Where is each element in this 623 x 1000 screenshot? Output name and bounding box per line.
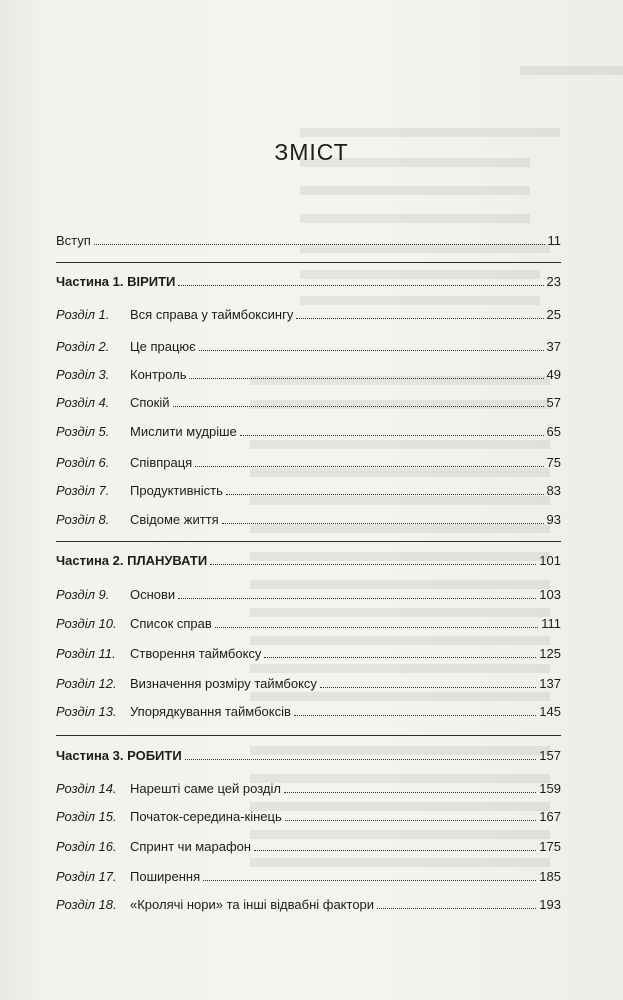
dot-leader <box>185 759 537 760</box>
dot-leader <box>294 715 536 716</box>
chapter-title: «Кролячі нори» та інші відвабні фактори <box>130 897 375 912</box>
toc-chapter-1[interactable] <box>56 303 561 323</box>
toc-entry-page: 145 <box>539 704 561 719</box>
toc-chapter-13[interactable] <box>56 700 561 720</box>
chapter-label: Розділ 4. <box>56 395 110 410</box>
chapter-label: Розділ 10. <box>56 616 117 631</box>
dot-leader <box>94 244 545 245</box>
dot-leader <box>189 378 543 379</box>
toc-chapter-2[interactable] <box>56 335 561 355</box>
section-divider <box>56 262 561 263</box>
toc-part-title: Частина 2. ПЛАНУВАТИ <box>56 553 208 568</box>
toc-entry-page: 101 <box>539 553 561 568</box>
chapter-title: Спокій <box>130 395 170 410</box>
toc-part-title: Частина 1. ВІРИТИ <box>56 274 176 289</box>
toc-entry-page: 157 <box>539 748 561 763</box>
toc-entry-page: 83 <box>546 483 561 498</box>
chapter-title: Мислити мудріше <box>130 424 237 439</box>
dot-leader <box>296 318 543 319</box>
chapter-title: Основи <box>130 587 176 602</box>
chapter-title: Вся справа у таймбоксингу <box>130 307 294 322</box>
chapter-title: Створення таймбоксу <box>130 646 262 661</box>
dot-leader <box>178 598 536 599</box>
chapter-title: Початок-середина-кінець <box>130 809 282 824</box>
dot-leader <box>377 908 536 909</box>
page-title: ЗМІСТ <box>274 139 349 166</box>
toc-entry-page: 37 <box>546 339 561 354</box>
toc-part-title: Частина 3. РОБИТИ <box>56 748 182 763</box>
toc-entry-page: 75 <box>546 455 561 470</box>
toc-chapter-5[interactable] <box>56 420 561 440</box>
dot-leader <box>210 564 536 565</box>
chapter-label: Розділ 17. <box>56 869 117 884</box>
dot-leader <box>173 406 544 407</box>
chapter-title: Це працює <box>130 339 196 354</box>
dot-leader <box>240 435 544 436</box>
toc-entry-page: 167 <box>539 809 561 824</box>
toc-entry-page: 49 <box>546 367 561 382</box>
dot-leader <box>254 850 536 851</box>
chapter-label: Розділ 5. <box>56 424 110 439</box>
chapter-title: Нарешті саме цей розділ <box>130 781 281 796</box>
chapter-label: Розділ 7. <box>56 483 110 498</box>
toc-chapter-3[interactable] <box>56 363 561 383</box>
chapter-title: Список справ <box>130 616 212 631</box>
toc-chapter-10[interactable] <box>56 612 561 632</box>
toc-part-3[interactable] <box>56 744 561 764</box>
section-divider <box>56 541 561 542</box>
dot-leader <box>264 657 536 658</box>
chapter-label: Розділ 13. <box>56 704 117 719</box>
toc-part-1[interactable] <box>56 270 561 290</box>
toc-entry-page: 159 <box>539 781 561 796</box>
chapter-label: Розділ 6. <box>56 455 110 470</box>
toc-chapter-16[interactable] <box>56 835 561 855</box>
toc-chapter-15[interactable] <box>56 805 561 825</box>
toc-chapter-12[interactable] <box>56 672 561 692</box>
chapter-title: Спринт чи марафон <box>130 839 252 854</box>
toc-entry-page: 125 <box>539 646 561 661</box>
dot-leader <box>320 687 536 688</box>
toc-chapter-4[interactable] <box>56 391 561 411</box>
dot-leader <box>178 285 543 286</box>
dot-leader <box>199 350 544 351</box>
toc-entry-title: Вступ <box>56 233 91 248</box>
toc-entry-page: 23 <box>546 274 561 289</box>
dot-leader <box>203 880 536 881</box>
toc-entry-intro[interactable] <box>56 229 561 249</box>
chapter-title: Продуктивність <box>130 483 223 498</box>
toc-chapter-17[interactable] <box>56 865 561 885</box>
dot-leader <box>215 627 538 628</box>
dot-leader <box>222 523 544 524</box>
section-divider <box>56 735 561 736</box>
toc-chapter-8[interactable] <box>56 508 561 528</box>
toc-part-2[interactable] <box>56 549 561 569</box>
chapter-label: Розділ 16. <box>56 839 117 854</box>
dot-leader <box>226 494 544 495</box>
chapter-label: Розділ 2. <box>56 339 110 354</box>
toc-chapter-6[interactable] <box>56 451 561 471</box>
chapter-label: Розділ 9. <box>56 587 110 602</box>
toc-chapter-11[interactable] <box>56 642 561 662</box>
toc-entry-page: 57 <box>546 395 561 410</box>
toc-entry-page: 193 <box>539 897 561 912</box>
chapter-label: Розділ 1. <box>56 307 110 322</box>
chapter-title: Свідоме життя <box>130 512 219 527</box>
chapter-title: Визначення розміру таймбоксу <box>130 676 317 691</box>
chapter-title: Упорядкування таймбоксів <box>130 704 291 719</box>
toc-entry-page: 11 <box>547 233 561 248</box>
chapter-title: Поширення <box>130 869 201 884</box>
toc-entry-page: 111 <box>541 616 561 631</box>
chapter-title: Співпраця <box>130 455 193 470</box>
toc-entry-page: 25 <box>546 307 561 322</box>
toc-entry-page: 65 <box>546 424 561 439</box>
dot-leader <box>284 792 536 793</box>
toc-entry-page: 93 <box>546 512 561 527</box>
chapter-label: Розділ 3. <box>56 367 110 382</box>
dot-leader <box>285 820 537 821</box>
toc-chapter-18[interactable] <box>56 893 561 913</box>
toc-chapter-9[interactable] <box>56 583 561 603</box>
toc-entry-page: 175 <box>539 839 561 854</box>
chapter-label: Розділ 11. <box>56 646 116 661</box>
chapter-label: Розділ 15. <box>56 809 117 824</box>
toc-chapter-14[interactable] <box>56 777 561 797</box>
chapter-label: Розділ 8. <box>56 512 110 527</box>
chapter-label: Розділ 12. <box>56 676 117 691</box>
chapter-label: Розділ 18. <box>56 897 117 912</box>
toc-entry-page: 103 <box>539 587 561 602</box>
toc-chapter-7[interactable] <box>56 479 561 499</box>
toc-entry-page: 185 <box>539 869 561 884</box>
toc-entry-page: 137 <box>539 676 561 691</box>
chapter-title: Контроль <box>130 367 187 382</box>
dot-leader <box>195 466 543 467</box>
chapter-label: Розділ 14. <box>56 781 117 796</box>
